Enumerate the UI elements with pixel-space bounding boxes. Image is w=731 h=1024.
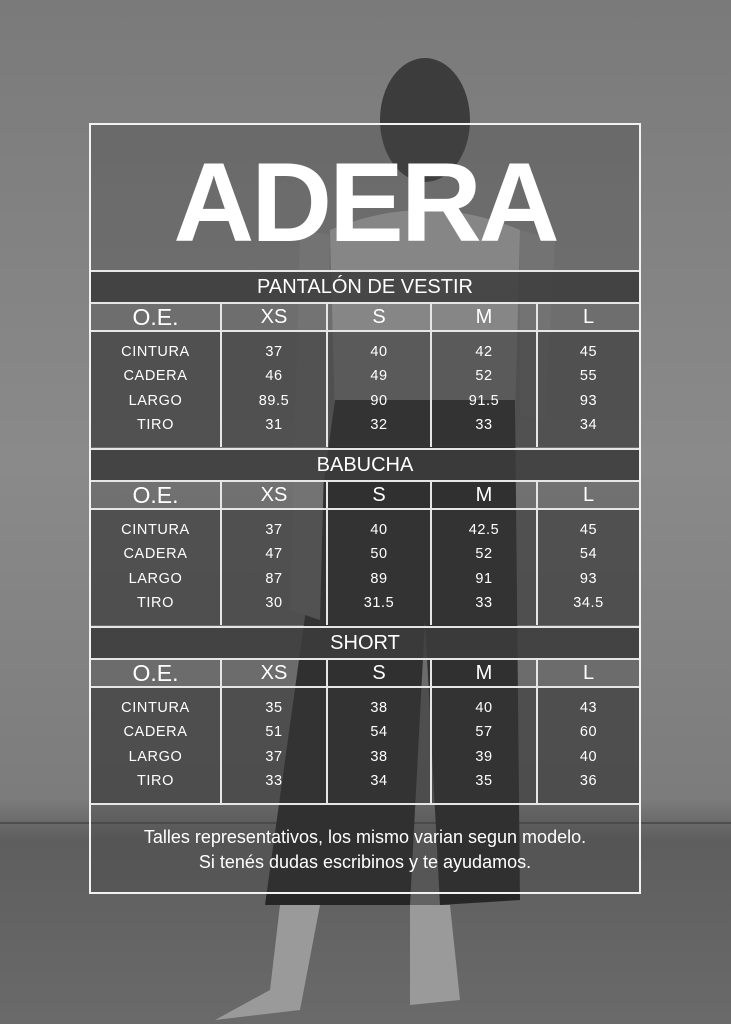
l-column bbox=[538, 332, 639, 447]
value-cell: 55 bbox=[579, 368, 598, 385]
labels-column bbox=[91, 688, 222, 803]
value-cell: 33 bbox=[265, 773, 283, 790]
header-m: M bbox=[432, 304, 538, 330]
header-xs: XS bbox=[222, 660, 328, 686]
value-cell: 36 bbox=[579, 773, 598, 790]
row-label: TIRO bbox=[136, 773, 175, 790]
section-title-short: SHORT bbox=[91, 626, 639, 660]
row-label: CADERA bbox=[123, 724, 188, 741]
value-cell: 45 bbox=[579, 344, 598, 360]
xs-column bbox=[222, 688, 328, 803]
header-oe: O.E. bbox=[91, 660, 222, 686]
value-cell: 40 bbox=[579, 748, 598, 765]
value-cell: 42.5 bbox=[468, 522, 500, 538]
s-column bbox=[328, 332, 432, 447]
size-header-row bbox=[91, 482, 639, 510]
value-cell: 89 bbox=[370, 570, 388, 587]
brand-logo: ADERA bbox=[173, 140, 557, 265]
value-cell: 34 bbox=[370, 773, 388, 790]
m-column bbox=[432, 688, 538, 803]
value-cell: 93 bbox=[579, 570, 598, 587]
value-cell: 91.5 bbox=[468, 392, 500, 409]
value-cell: 49 bbox=[370, 368, 388, 385]
header-l: L bbox=[582, 306, 595, 328]
header-m: M bbox=[432, 482, 538, 508]
value-cell: 30 bbox=[265, 595, 283, 612]
value-cell: 91 bbox=[475, 570, 493, 587]
row-label: LARGO bbox=[128, 392, 183, 409]
size-chart-panel bbox=[89, 123, 641, 894]
row-label: CADERA bbox=[123, 546, 188, 563]
row-label: CINTURA bbox=[121, 344, 190, 360]
value-cell: 52 bbox=[475, 546, 493, 563]
header-oe: O.E. bbox=[91, 482, 222, 508]
value-cell: 50 bbox=[370, 546, 388, 563]
xs-column bbox=[222, 510, 328, 625]
value-cell: 46 bbox=[265, 368, 283, 385]
measurement-table bbox=[91, 510, 639, 625]
value-cell: 33 bbox=[475, 417, 493, 434]
row-label: CINTURA bbox=[121, 522, 190, 538]
header-s: S bbox=[328, 660, 432, 686]
value-cell: 40 bbox=[475, 700, 493, 716]
row-label: TIRO bbox=[136, 417, 175, 434]
value-cell: 47 bbox=[265, 546, 283, 563]
footnote bbox=[91, 803, 639, 894]
value-cell: 35 bbox=[475, 773, 493, 790]
header-s: S bbox=[328, 482, 432, 508]
row-label: CINTURA bbox=[121, 700, 190, 716]
value-cell: 93 bbox=[579, 392, 598, 409]
value-cell: 57 bbox=[475, 724, 493, 741]
value-cell: 34 bbox=[579, 417, 598, 434]
m-column bbox=[432, 510, 538, 625]
value-cell: 32 bbox=[370, 417, 388, 434]
value-cell: 39 bbox=[475, 748, 493, 765]
row-label: LARGO bbox=[128, 748, 183, 765]
value-cell: 54 bbox=[579, 546, 598, 563]
size-header-row bbox=[91, 304, 639, 332]
header-xs: XS bbox=[222, 304, 328, 330]
row-label: CADERA bbox=[123, 368, 188, 385]
xs-column bbox=[222, 332, 328, 447]
header-oe: O.E. bbox=[91, 304, 222, 330]
value-cell: 37 bbox=[265, 748, 283, 765]
value-cell: 43 bbox=[579, 700, 598, 716]
value-cell: 60 bbox=[579, 724, 598, 741]
measurement-table bbox=[91, 688, 639, 803]
footnote-line-1: Talles representativos, los mismo varian segun modelo. bbox=[143, 827, 587, 847]
measurement-table bbox=[91, 332, 639, 447]
labels-column bbox=[91, 510, 222, 625]
section-title-pantalon: PANTALÓN DE VESTIR bbox=[91, 270, 639, 304]
value-cell: 52 bbox=[475, 368, 493, 385]
s-column bbox=[328, 510, 432, 625]
value-cell: 35 bbox=[265, 700, 283, 716]
section-title-babucha: BABUCHA bbox=[91, 448, 639, 482]
header-l: L bbox=[582, 662, 595, 684]
value-cell: 54 bbox=[370, 724, 388, 741]
value-cell: 89.5 bbox=[258, 392, 290, 409]
m-column bbox=[432, 332, 538, 447]
l-column bbox=[538, 688, 639, 803]
header-s: S bbox=[328, 304, 432, 330]
row-label: LARGO bbox=[128, 570, 183, 587]
value-cell: 33 bbox=[475, 595, 493, 612]
value-cell: 90 bbox=[370, 392, 388, 409]
value-cell: 38 bbox=[370, 748, 388, 765]
value-cell: 31.5 bbox=[363, 595, 395, 612]
value-cell: 37 bbox=[265, 344, 283, 360]
row-label: TIRO bbox=[136, 595, 175, 612]
value-cell: 45 bbox=[579, 522, 598, 538]
l-column bbox=[538, 510, 639, 625]
header-m: M bbox=[432, 660, 538, 686]
value-cell: 51 bbox=[265, 724, 283, 741]
value-cell: 38 bbox=[370, 700, 388, 716]
value-cell: 31 bbox=[265, 417, 283, 434]
header-xs: XS bbox=[222, 482, 328, 508]
size-header-row bbox=[91, 660, 639, 688]
s-column bbox=[328, 688, 432, 803]
value-cell: 42 bbox=[475, 344, 493, 360]
header-l: L bbox=[582, 484, 595, 506]
value-cell: 87 bbox=[265, 570, 283, 587]
value-cell: 40 bbox=[370, 522, 388, 538]
value-cell: 34.5 bbox=[573, 595, 604, 612]
footnote-line-2: Si tenés dudas escribinos y te ayudamos. bbox=[198, 852, 532, 872]
value-cell: 40 bbox=[370, 344, 388, 360]
value-cell: 37 bbox=[265, 522, 283, 538]
labels-column bbox=[91, 332, 222, 447]
